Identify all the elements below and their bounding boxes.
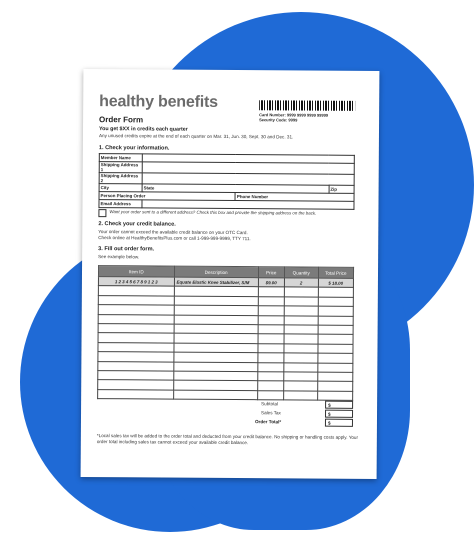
example-item-id: 1 2 3 4 5 6 7 8 9 1 2 3 <box>98 277 174 287</box>
different-address-text: Want your order sent to a different address? Check this box and provide the shipping address on the back. <box>109 209 317 216</box>
example-description: Equate Elastic Knee Stabilizer, S/M <box>174 277 258 287</box>
member-name-label: Member Name <box>99 154 142 162</box>
security-code: Security Code: 9999 <box>259 117 298 123</box>
col-quantity: Quantity <box>284 267 318 278</box>
col-description: Description <box>174 266 258 278</box>
city-label: City <box>100 185 109 191</box>
sales-tax-label: Sales Tax <box>261 410 281 416</box>
table-row[interactable] <box>98 389 353 400</box>
person-placing-order-label: Person Placing Order <box>100 193 146 199</box>
order-total-label: Order Total* <box>254 419 282 425</box>
order-table <box>97 265 354 401</box>
shipping-address-1-label: Shipping Address 1 <box>99 162 142 173</box>
order-form-page <box>81 69 380 479</box>
col-total-price: Total Price <box>318 267 353 278</box>
zip-label: Zip <box>330 186 337 192</box>
info-table <box>98 153 354 210</box>
email-address-label: Email Address <box>99 200 142 208</box>
col-price: Price <box>258 267 284 278</box>
credit-balance-line-1: Your order cannot exceed the available credit balance on your OTC Card. <box>98 229 248 236</box>
col-item-id: Item ID <box>98 266 174 278</box>
different-address-checkbox[interactable] <box>98 209 106 217</box>
example-note: See example below. <box>98 254 140 260</box>
shipping-address-2-label: Shipping Address 2 <box>99 173 142 184</box>
zip-field[interactable] <box>329 185 354 193</box>
sales-tax-field[interactable]: $ <box>325 410 353 418</box>
section-2-heading: 2. Check your credit balance. <box>98 221 176 228</box>
credits-subtitle: You get $XX in credits each quarter <box>98 126 188 133</box>
card-info <box>259 112 328 122</box>
form-title: Order Form <box>99 115 144 125</box>
subtotal-field[interactable]: $ <box>325 401 353 409</box>
city-field[interactable] <box>99 184 142 192</box>
email-address-field[interactable] <box>142 200 354 209</box>
subtotal-label: Subtotal <box>261 401 278 407</box>
footnote: *Local sales tax will be added to the order total and deducted from your credit balance. No shipping or handling costs apply. Your order total including sales tax cannot exceed your available credit balance. <box>96 433 359 446</box>
barcode-icon <box>259 100 355 111</box>
credit-balance-line-2: Check online at HealthyBenefitsPlus.com or call 1-999-999-9999, TTY 711. <box>98 235 251 242</box>
expire-note: Any unused credits expire at the end of each quarter on Mar. 31, Jun. 30, Sept. 30 and Dec. 31. <box>98 133 294 140</box>
order-total-field[interactable]: $ <box>325 419 353 427</box>
example-total: $ 18.00 <box>318 278 353 288</box>
example-price: $9.00 <box>258 278 284 288</box>
brand-logo: healthy benefits <box>99 93 218 111</box>
example-quantity: 2 <box>284 278 318 288</box>
card-number: Card Number: 9999 9999 9999 99999 <box>259 112 329 118</box>
section-1-heading: 1. Check your information. <box>98 145 170 152</box>
state-label: State <box>143 185 155 191</box>
section-3-heading: 3. Fill out order form. <box>98 246 155 253</box>
phone-number-label: Phone Number <box>236 194 269 200</box>
